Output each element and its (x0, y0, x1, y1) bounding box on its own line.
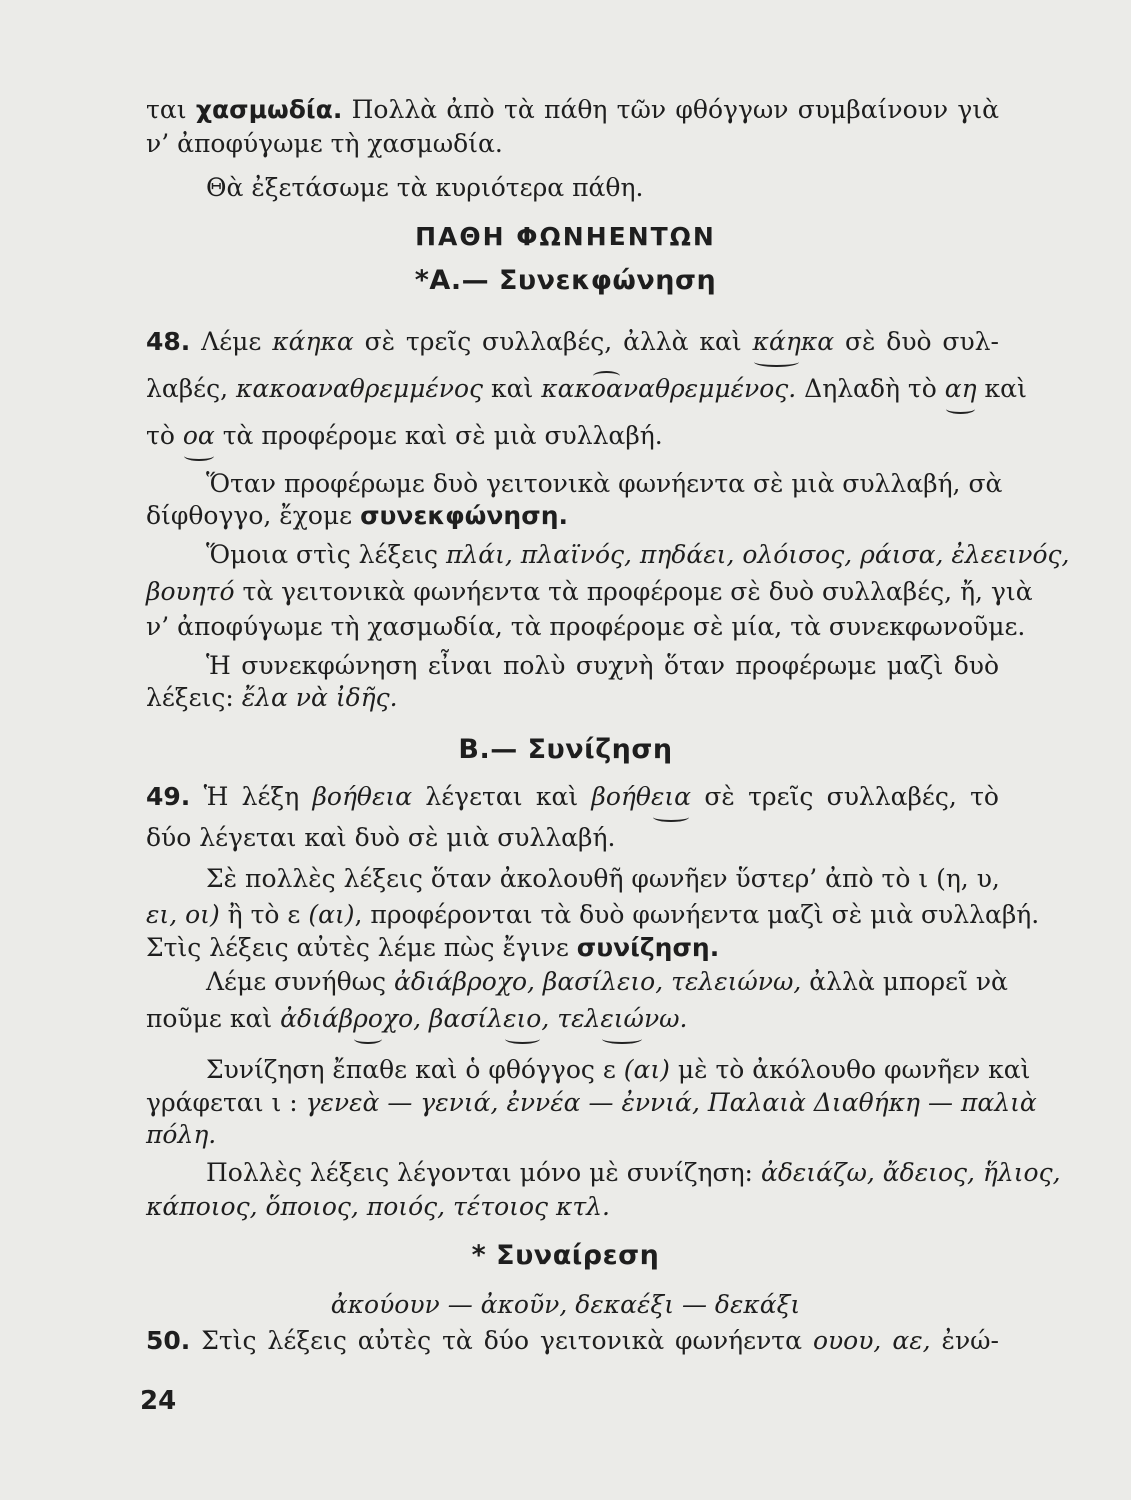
paragraph-number: 48. (146, 327, 191, 356)
text-line: 50. Στὶς λέξεις αὐτὲς τὰ δύο γειτονικὰ φωνήεντα ουου, αε, ἐνώ- (146, 1326, 999, 1355)
text-line: ν’ ἀποφύγωμε τὴ χασμωδία. (146, 129, 503, 158)
text-line: Θὰ ἐξετάσωμε τὰ κυριότερα πάθη. (206, 173, 644, 202)
section-heading: ΠΑΘΗ ΦΩΝΗΕΝΤΩΝ (415, 222, 716, 251)
term-synekfonisi: συνεκφώνηση. (360, 501, 568, 530)
text-line: ποῦμε καὶ ἀδιάβροχο, βασίλειο, τελειώνω. (146, 1004, 688, 1033)
text-line: κάποιος, ὅποιος, ποιός, τέτοιος κτλ. (146, 1192, 610, 1221)
text-line: Στὶς λέξεις αὐτὲς λέμε πὼς ἔγινε συνίζηση. (146, 933, 720, 962)
text-line: Ὅμοια στὶς λέξεις πλάι, πλαϊνός, πηδάει, ολόισος, ράισα, ἐλεεινός, (206, 540, 1070, 569)
text-line: 49. Ἡ λέξη βοήθεια λέγεται καὶ βοήθεια σὲ τρεῖς συλλαβές, τὸ (146, 782, 999, 811)
text-line: Σὲ πολλὲς λέξεις ὅταν ἀκολουθῆ φωνῆεν ὕστερ’ ἀπὸ τὸ ι (η, υ, (206, 864, 1000, 893)
text-line: γράφεται ι : γενεὰ — γενιά, ἐννέα — ἐννιά, Παλαιὰ Διαθήκη — παλιὰ (146, 1088, 1037, 1117)
text-line: πόλη. (146, 1120, 217, 1149)
page-number: 24 (140, 1386, 177, 1416)
paragraph-number: 50. (146, 1326, 191, 1355)
text-line: λαβές, κακοαναθρεμμένος καὶ κακοαναθρεμμένος. Δηλαδὴ τὸ αη καὶ (146, 374, 1027, 403)
text-line: βουητό τὰ γειτονικὰ φωνήεντα τὰ προφέρομε σὲ δυὸ συλλαβές, ἤ, γιὰ (146, 577, 1033, 606)
text-line: Πολλὲς λέξεις λέγονται μόνο μὲ συνίζηση: ἀδειάζω, ἄδειος, ἥλιος, (206, 1158, 1061, 1187)
subsection-heading-c: * Συναίρεση (471, 1240, 660, 1271)
text-line: Λέμε συνήθως ἀδιάβροχο, βασίλειο, τελειώνω, ἀλλὰ μπορεῖ νὰ (206, 967, 1008, 996)
text-line: δύο λέγεται καὶ δυὸ σὲ μιὰ συλλαβή. (146, 823, 616, 852)
text-line: ται χασμωδία. Πολλὰ ἀπὸ τὰ πάθη τῶν φθόγγων συμβαίνουν γιὰ (146, 95, 999, 124)
term-synizisi: συνίζηση. (576, 933, 720, 962)
example-line: ἀκούουν — ἀκοῦν, δεκαέξι — δεκάξι (330, 1290, 801, 1319)
text-line: δίφθογγο, ἔχομε συνεκφώνηση. (146, 501, 568, 530)
text-line: τὸ οα τὰ προφέρομε καὶ σὲ μιὰ συλλαβή. (146, 421, 663, 450)
text-line: Ἡ συνεκφώνηση εἶναι πολὺ συχνὴ ὅταν προφέρωμε μαζὶ δυὸ (206, 651, 999, 680)
text-line: ν’ ἀποφύγωμε τὴ χασμωδία, τὰ προφέρομε σὲ μία, τὰ συνεκφωνοῦμε. (146, 612, 1026, 641)
text-line: Ὅταν προφέρωμε δυὸ γειτονικὰ φωνήεντα σὲ μιὰ συλλαβή, σὰ (206, 469, 1003, 498)
text-line: ει, οι) ἢ τὸ ε (αι), προφέρονται τὰ δυὸ φωνήεντα μαζὶ σὲ μιὰ συλλαβή. (146, 900, 1040, 929)
text-line: λέξεις: ἔλα νὰ ἰδῆς. (146, 683, 398, 712)
subsection-heading-b: Β.— Συνίζηση (458, 734, 673, 765)
subsection-heading-a: *Α.— Συνεκφώνηση (414, 265, 717, 296)
text-line: Συνίζηση ἔπαθε καὶ ὁ φθόγγος ε (αι) μὲ τὸ ἀκόλουθο φωνῆεν καὶ (206, 1055, 1031, 1084)
term-hiatus: χασμωδία. (195, 95, 343, 124)
paragraph-number: 49. (146, 782, 191, 811)
text-line: 48. Λέμε κάηκα σὲ τρεῖς συλλαβές, ἀλλὰ καὶ κάηκα σὲ δυὸ συλ- (146, 327, 999, 356)
